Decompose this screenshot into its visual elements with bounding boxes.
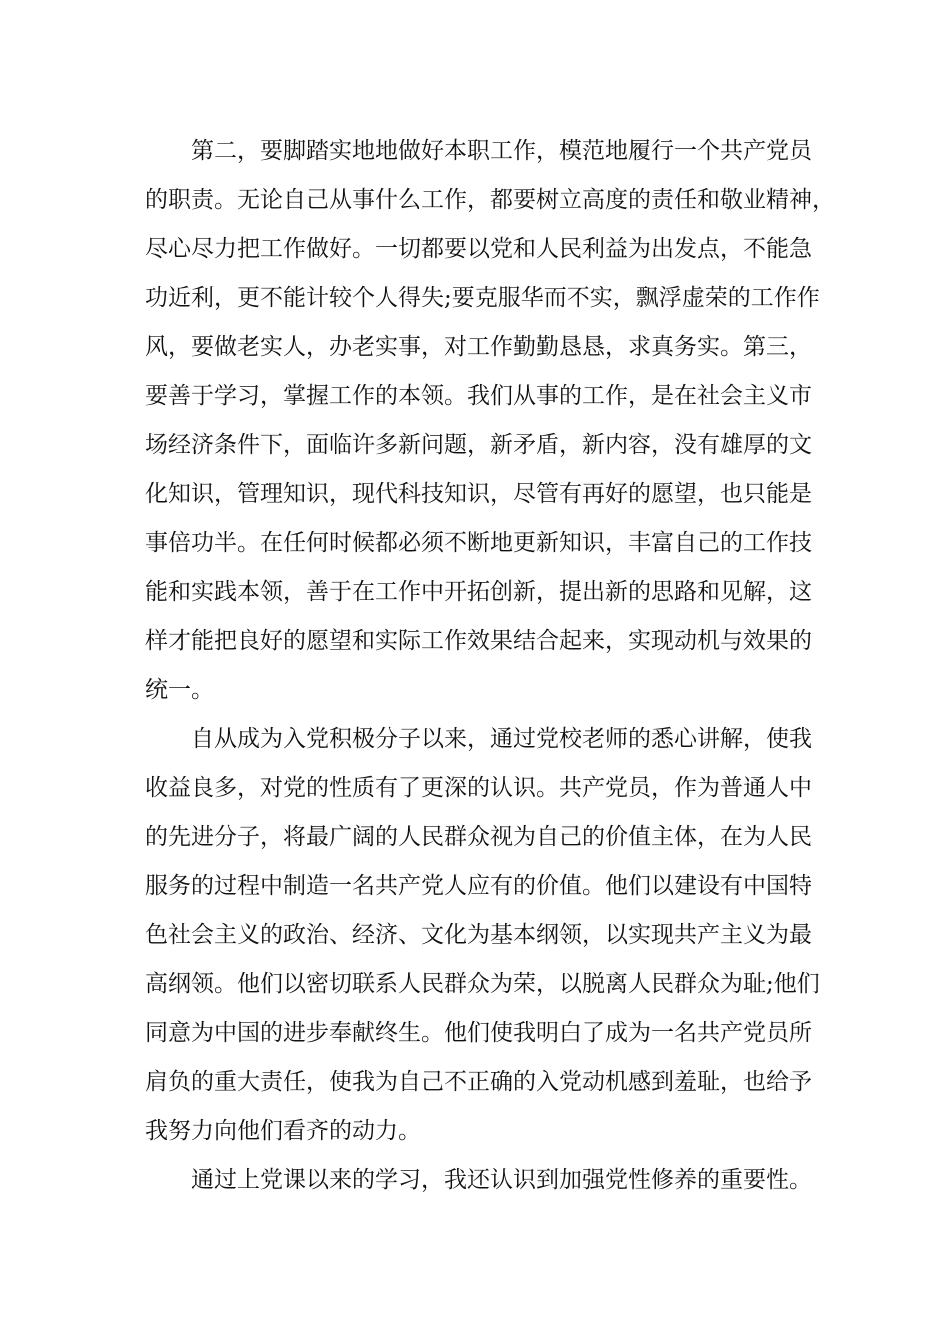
text-line: 场经济条件下，面临许多新问题，新矛盾，新内容，没有雄厚的文 xyxy=(145,432,812,458)
text-line: 收益良多，对党的性质有了更深的认识。共产党员，作为普通人中 xyxy=(145,775,812,801)
text-line: 的先进分子，将最广阔的人民群众视为自己的价值主体，在为人民 xyxy=(145,824,812,850)
text-line: 高纲领。他们以密切联系人民群众为荣，以脱离人民群众为耻;他们 xyxy=(145,971,820,997)
text-line: 统一。 xyxy=(145,677,214,703)
text-line: 要善于学习，掌握工作的本领。我们从事的工作，是在社会主义市 xyxy=(145,383,812,409)
text-line: 自从成为入党积极分子以来，通过党校老师的悉心讲解，使我 xyxy=(191,726,812,752)
text-line: 尽心尽力把工作做好。一切都要以党和人民利益为出发点，不能急 xyxy=(145,236,812,262)
text-line: 肩负的重大责任，使我为自己不正确的入党动机感到羞耻，也给予 xyxy=(145,1069,812,1095)
text-line: 通过上党课以来的学习，我还认识到加强党性修养的重要性。 xyxy=(191,1167,812,1193)
text-line: 同意为中国的进步奉献终生。他们使我明白了成为一名共产党员所 xyxy=(145,1020,812,1046)
text-line: 样才能把良好的愿望和实际工作效果结合起来，实现动机与效果的 xyxy=(145,628,812,654)
text-line: 风，要做老实人，办老实事，对工作勤勤恳恳，求真务实。第三， xyxy=(145,334,812,360)
text-line: 化知识，管理知识，现代科技知识，尽管有再好的愿望，也只能是 xyxy=(145,481,812,507)
text-line: 功近利，更不能计较个人得失;要克服华而不实，飘浮虚荣的工作作 xyxy=(145,285,820,311)
text-line: 的职责。无论自己从事什么工作，都要树立高度的责任和敬业精神， xyxy=(145,187,835,213)
text-line: 能和实践本领，善于在工作中开拓创新，提出新的思路和见解，这 xyxy=(145,579,812,605)
text-line: 服务的过程中制造一名共产党人应有的价值。他们以建设有中国特 xyxy=(145,873,812,899)
text-line: 事倍功半。在任何时候都必须不断地更新知识，丰富自己的工作技 xyxy=(145,530,812,556)
text-line: 色社会主义的政治、经济、文化为基本纲领，以实现共产主义为最 xyxy=(145,922,812,948)
text-line: 我努力向他们看齐的动力。 xyxy=(145,1118,421,1144)
text-line: 第二，要脚踏实地地做好本职工作，模范地履行一个共产党员 xyxy=(191,138,812,164)
